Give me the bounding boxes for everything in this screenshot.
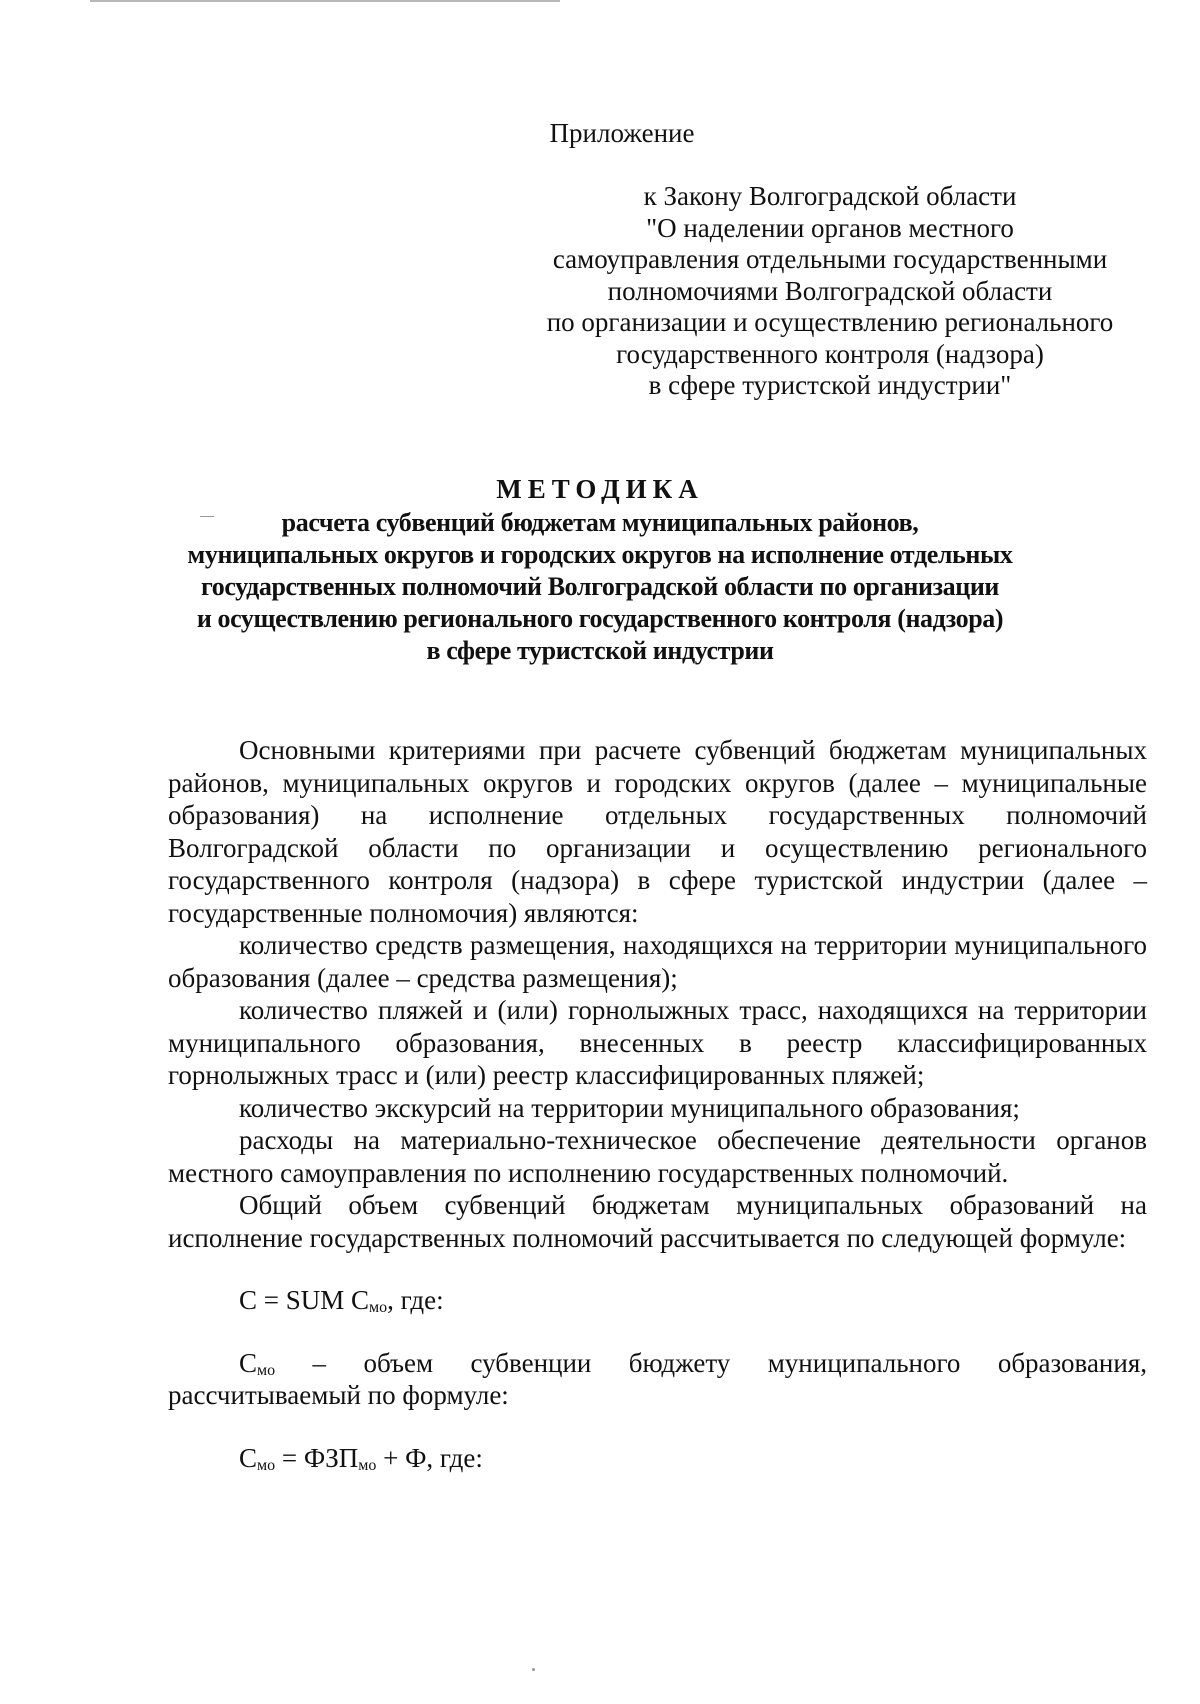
scan-artifact-dot — [532, 1668, 535, 1671]
annex-line: полномочиями Волгоградской области — [607, 275, 1053, 306]
formula-subscript: мо — [358, 1456, 377, 1474]
paragraph-excursions: количество экскурсий на территории муниципального образования; — [239, 1092, 1020, 1123]
subtitle-line: в сфере туристской индустрии — [426, 636, 774, 665]
annex-line: в сфере туристской индустрии" — [648, 370, 1012, 400]
formula-cmo — [168, 1442, 1147, 1475]
paragraph-beaches-slopes: количество пляжей и (или) горнолыжных трасс, находящихся на территории муниципального образования, внесенных в реестр классифицированных горнолыжных трасс и (или) реестр классифицированных пляжей; — [168, 995, 1147, 1090]
paragraph-definition-cmo — [168, 1347, 1147, 1412]
subtitle-line: и осуществлению регионального государственного контроля (надзора) — [196, 604, 1004, 633]
subtitle-line: государственных полномочий Волгоградской области по организации — [201, 572, 999, 601]
subtitle-line: муниципальных округов и городских округов на исполнение отдельных — [187, 540, 1013, 569]
annex-reference — [530, 181, 1130, 402]
scan-edge-line — [90, 0, 560, 2]
annex-line: самоуправления отдельными государственными — [552, 244, 1108, 274]
formula-text: С = SUM С — [239, 1285, 370, 1315]
formula-text: + Ф, где: — [376, 1442, 483, 1473]
formula-text: , где: — [387, 1285, 444, 1315]
paragraph-total-volume: Общий объем субвенций бюджетам муниципальных образований на исполнение государственных полномочий рассчитывается по следующей формуле: — [168, 1190, 1147, 1253]
paragraph-expenses: расходы на материально-техническое обеспечение деятельности органов местного самоуправления по исполнению государственных полномочий. — [168, 1125, 1147, 1188]
annex-line: "О наделении органов местного — [646, 212, 1014, 243]
annex-line: к Закону Волгоградской области — [643, 181, 1017, 211]
paragraph-criteria-intro: Основными критериями при расчете субвенций бюджетам муниципальных районов, муниципальных округов и городских округов (далее – муниципальные образования) на исполнение отдельных государственных полномочий Волгоградской области по организации и осуществлению регионального государственного контроля (надзора) в сфере туристской индустрии (далее – государственные полномочия) являются: — [168, 735, 1147, 928]
document-body — [168, 734, 1147, 1474]
formula-subscript: мо — [369, 1299, 388, 1316]
annex-line: государственного контроля (надзора) — [616, 338, 1044, 369]
subtitle-line: расчета субвенций бюджетам муниципальных районов, — [281, 508, 919, 537]
formula-text: С — [239, 1442, 258, 1473]
formula-subscript: мо — [257, 1456, 276, 1474]
annex-title: Приложение — [549, 118, 695, 148]
formula-symbol: С — [239, 1347, 258, 1378]
formula-subscript: мо — [257, 1361, 276, 1379]
paragraph-accommodation: количество средств размещения, находящихся на территории муниципального образования (далее – средства размещения); — [168, 930, 1147, 993]
formula-total — [168, 1284, 1147, 1317]
document-title: МЕТОДИКА — [496, 474, 704, 504]
annex-line: по организации и осуществлению регионального — [546, 307, 1114, 337]
document-subtitle — [130, 507, 1070, 667]
formula-text: = ФЗП — [275, 1442, 359, 1473]
definition-text: – объем субвенции бюджету муниципального образования, рассчитываемый по формуле: — [168, 1347, 1147, 1410]
